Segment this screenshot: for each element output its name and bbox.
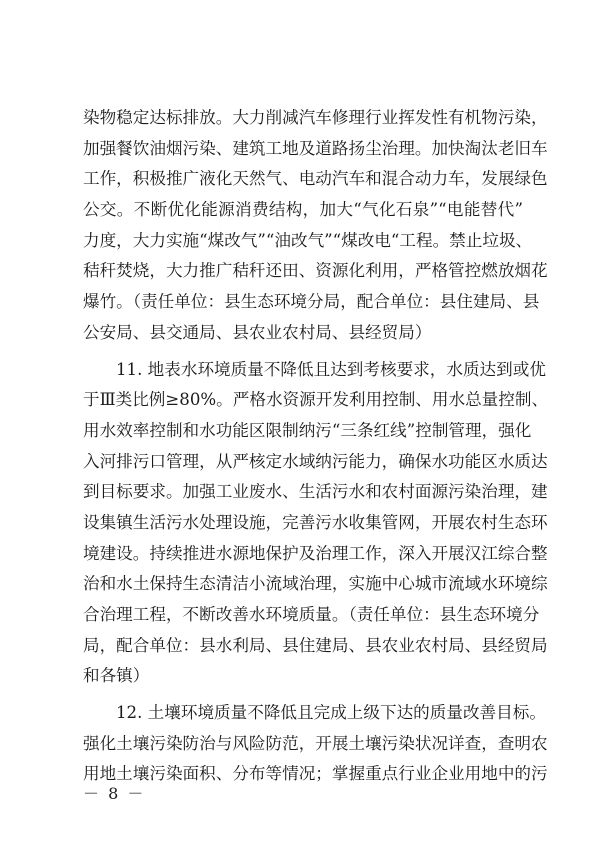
text-line: 用地土壤污染面积、分布等情况；掌握重点行业企业用地中的污: [83, 764, 548, 784]
text-line: 12. 土壤环境质量不降低且完成上级下达的质量改善目标。: [116, 703, 546, 723]
text-line: 11. 地表水环境质量不降低且达到考核要求，水质达到或优: [116, 359, 546, 379]
text-line: 公安局、县交通局、县农业农村局、县经贸局）: [83, 322, 432, 342]
paragraph-item-12: [83, 698, 548, 790]
paragraph-item-11: [83, 355, 549, 693]
text-line: 用水效率控制和水功能区限制纳污“三条红线”控制管理，强化: [83, 420, 532, 440]
text-line: 爆竹。（责任单位：县生态环境分局，配合单位：县住建局、县: [83, 292, 540, 312]
text-line: 于Ⅲ类比例≥80%。严格水资源开发利用控制、用水总量控制、: [83, 390, 549, 410]
text-line: 染物稳定达标排放。大力削减汽车修理行业挥发性有机物污染，: [83, 108, 548, 127]
text-line: 境建设。持续推进水源地保护及治理工作，深入开展汉江综合整: [83, 543, 548, 563]
text-line: 和各镇）: [83, 666, 150, 686]
text-line: 工作，积极推广液化天然气、电动汽车和混合动力车，发展绿色: [83, 169, 548, 189]
text-line: 局，配合单位：县水利局、县住建局、县农业农村局、县经贸局: [83, 635, 548, 655]
text-line: 设集镇生活污水处理设施，完善污水收集管网，开展农村生态环: [83, 512, 548, 532]
document-body: [83, 103, 549, 790]
text-line: 治和水土保持生态清洁小流域治理，实施中心城市流域水环境综: [83, 574, 548, 594]
text-line: 加强餐饮油烟污染、建筑工地及道路扬尘治理。加快淘汰老旧车: [83, 138, 548, 158]
page-number: － 8 －: [83, 784, 146, 803]
text-line: 强化土壤污染防治与风险防范，开展土壤污染状况详查，查明农: [83, 733, 548, 753]
text-line: 力度，大力实施“煤改气”“油改气”“煤改电“工程。禁止垃圾、: [83, 230, 533, 250]
text-line: 秸秆焚烧，大力推广秸秆还田、资源化利用，严格管控燃放烟花: [83, 261, 548, 281]
text-line: 公交。不断优化能源消费结构，加大“气化石泉”“电能替代”: [83, 200, 523, 220]
paragraph-continued: [83, 103, 548, 349]
text-line: 到目标要求。加强工业废水、生活污水和农村面源污染治理，建: [83, 482, 548, 502]
text-line: 合治理工程，不断改善水环境质量。（责任单位：县生态环境分: [83, 605, 540, 624]
text-line: 入河排污口管理，从严核定水域纳污能力，确保水功能区水质达: [83, 451, 548, 471]
